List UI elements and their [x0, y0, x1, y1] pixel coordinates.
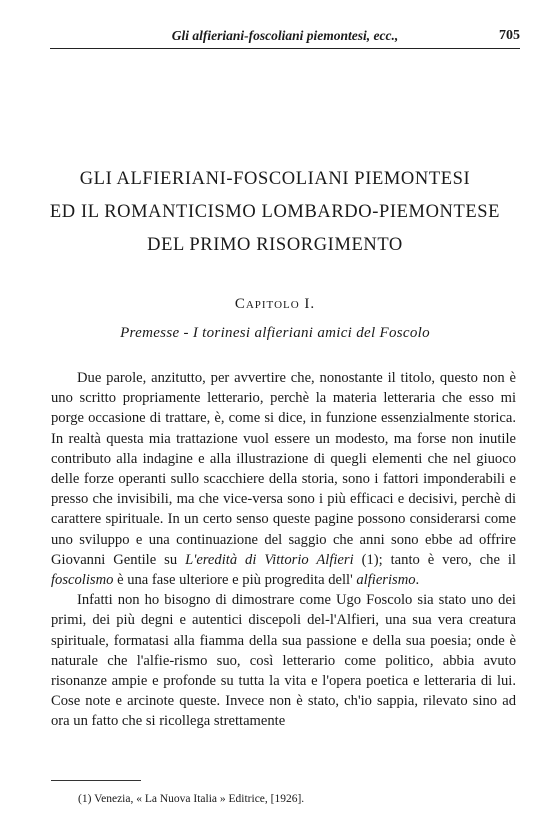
- paragraph-1-text-a: Due parole, anzitutto, per avvertire che, nonostante il titolo, questo non è uno scritto propriamente letterario, perchè la materia letteraria che esso mi porge occasione di trattare, è, come si dice, in funzione essenzialmente storica. In realtà questa mia trattazione vuol essere un modesto, ma forse non inutile contributo alla indagine e alla illustrazione di quegli elementi che nel giuoco delle forze operanti sullo scacchiere della storia, sono i fattori imponderabili e presso che invisibili, ma che vice-versa sono i più efficaci e decisivi, perchè di carattere spirituale. In un certo senso queste pagine possono considerarsi come uno sviluppo e una continuazione del saggio che anni sono ebbe ad offrire Giovanni Gentile su: [51, 370, 516, 568]
- title-line-3: DEL PRIMO RISORGIMENTO: [147, 235, 403, 255]
- term-foscolismo: foscolismo: [51, 572, 114, 589]
- running-header: [50, 26, 520, 49]
- paragraph-1-text-c: è una fase ulteriore e più progredita dell': [113, 572, 357, 589]
- paragraph-1: [51, 368, 516, 590]
- running-title: Gli alfieriani-foscoliani piemontesi, ecc.,: [171, 28, 399, 43]
- title-line-2: ED IL ROMANTICISMO LOMBARDO-PIEMONTESE: [49, 202, 501, 222]
- body-text: [51, 368, 516, 732]
- paragraph-1-text-b: (1); tanto è vero, che il: [353, 551, 516, 568]
- term-alfierismo: alfierismo: [356, 572, 416, 589]
- footnote: (1) Venezia, « La Nuova Italia » Editrice, [1926].: [78, 793, 305, 805]
- chapter-label: Capitolo I.: [234, 296, 316, 312]
- chapter-subtitle: Premesse - I torinesi alfieriani amici del Foscolo: [120, 325, 430, 341]
- paragraph-1-text-d: .: [415, 572, 420, 589]
- footnote-rule: [51, 780, 141, 781]
- article-title: [0, 163, 550, 262]
- page-number: 705: [499, 28, 520, 43]
- work-title: L'eredità di Vittorio Alfieri: [185, 551, 354, 568]
- paragraph-2: Infatti non ho bisogno di dimostrare come Ugo Foscolo sia stato uno dei primi, dei più degni e autentici discepoli del-l'Alfieri, una sua vera creatura spirituale, formatasi alla fiamma della sua passione e della sua poesia; onde è naturale che l'alfie-rismo suo, così letterario come politico, abbia avuto risonanze ampie e profonde su tutta la vita e l'opera poetica e letteraria di lui. Cose note e arcinote queste. Invece non è stato, ch'io sappia, rilevato sino ad ora un fatto che si ricollega strettamente: [51, 592, 516, 730]
- title-line-1: GLI ALFIERIANI-FOSCOLIANI PIEMONTESI: [79, 169, 471, 189]
